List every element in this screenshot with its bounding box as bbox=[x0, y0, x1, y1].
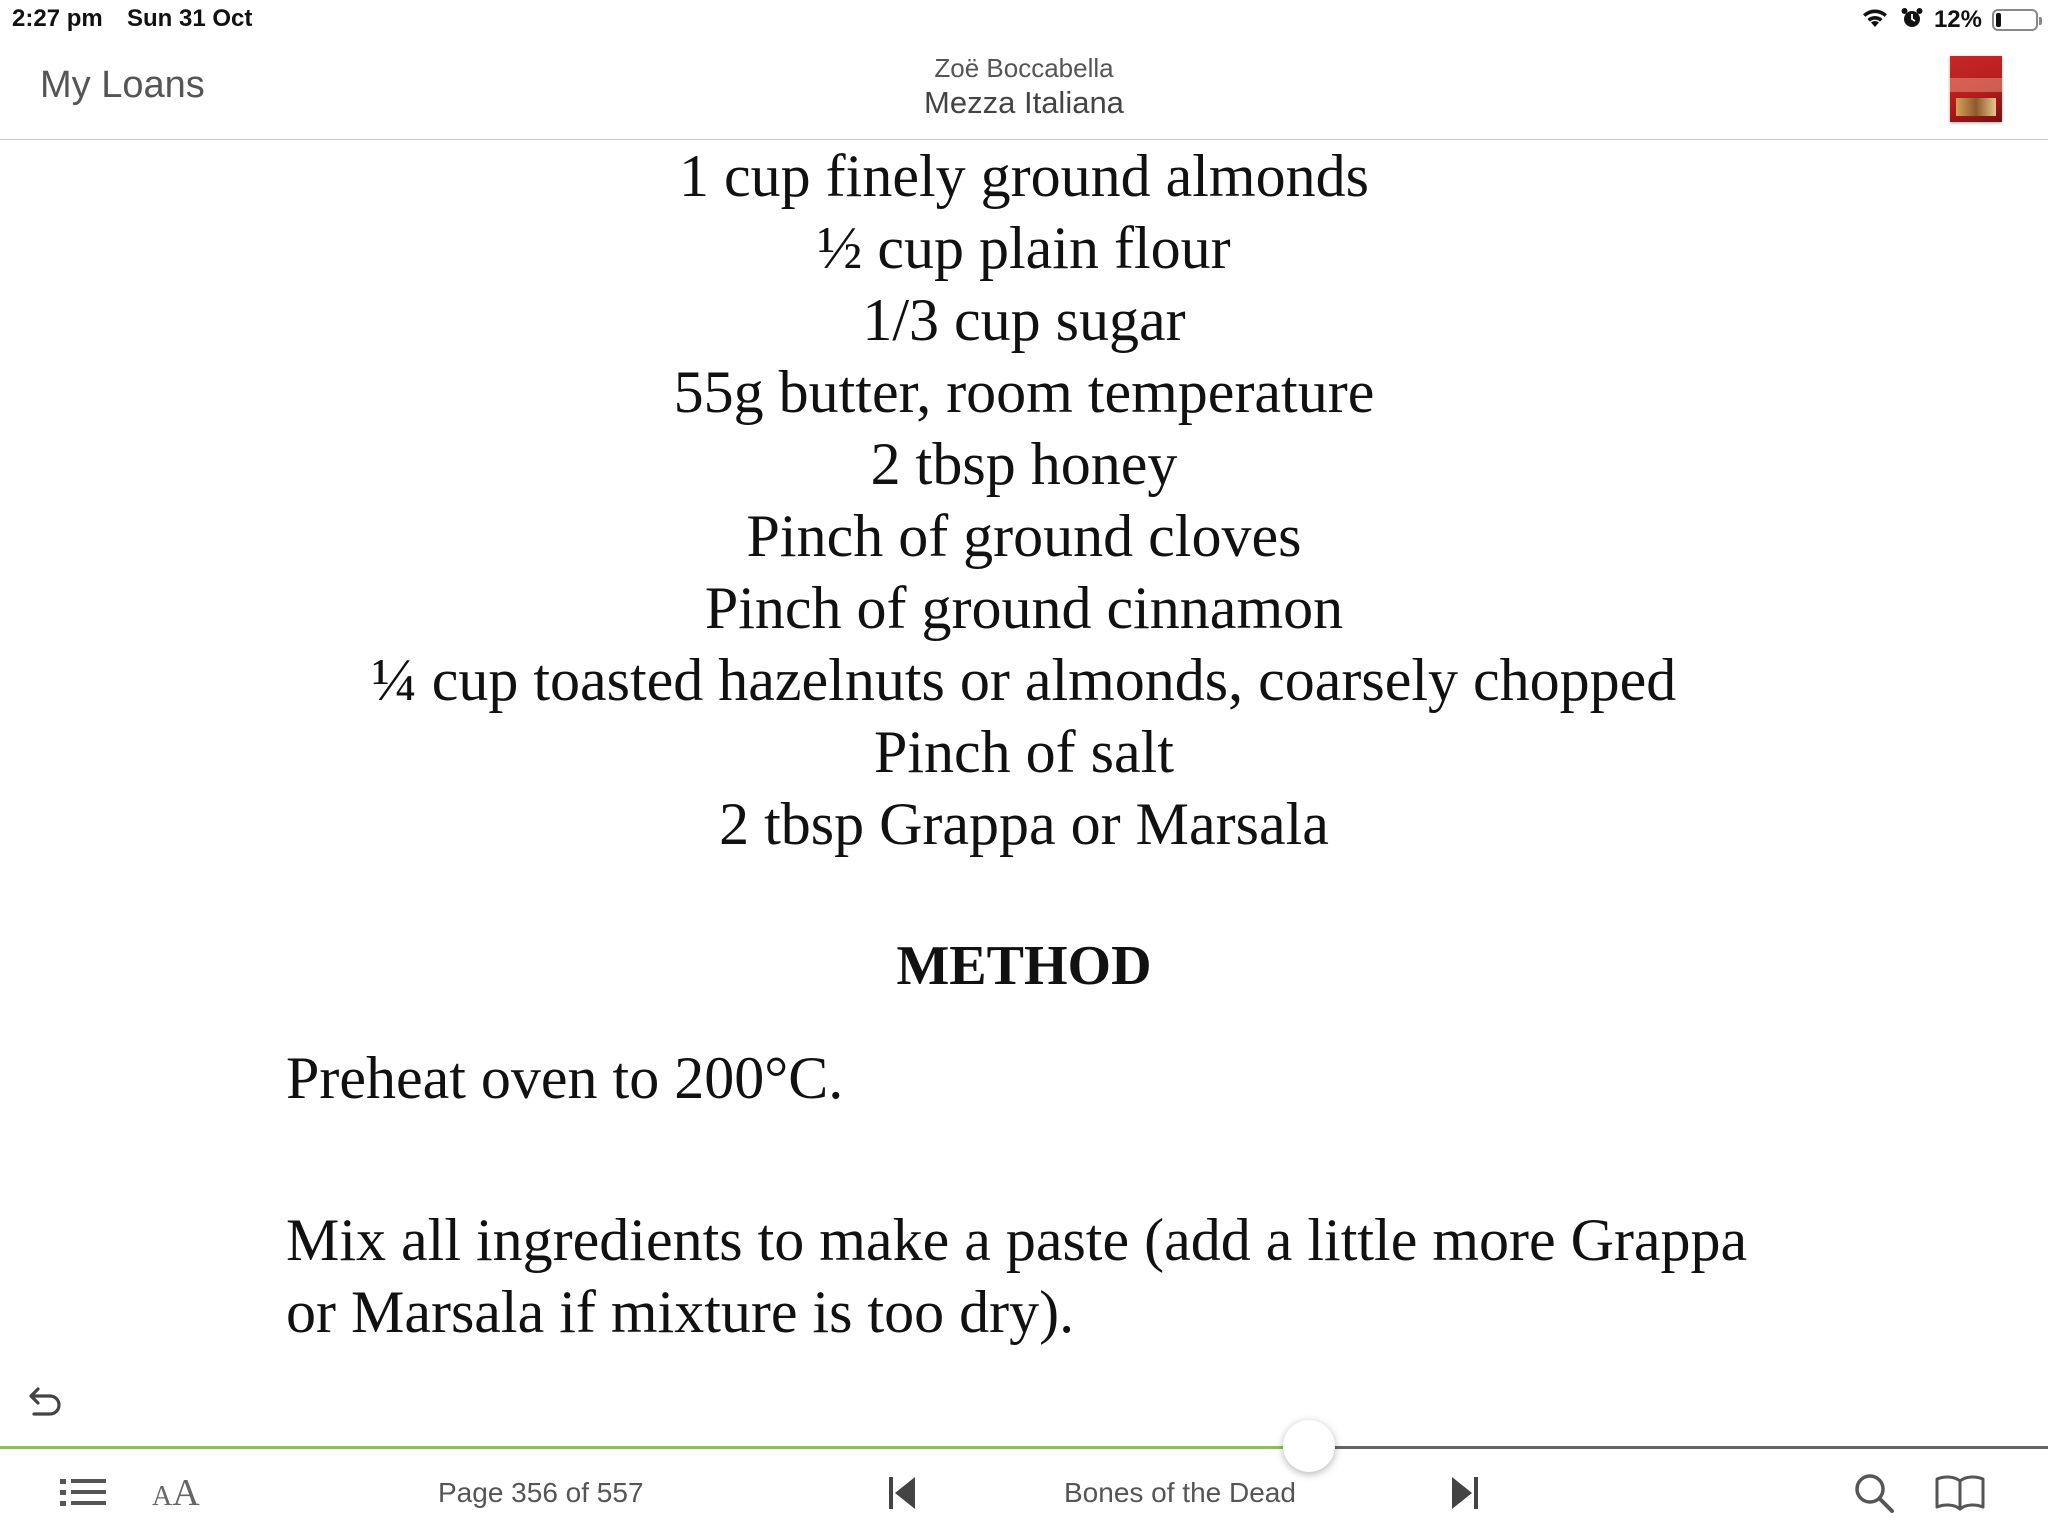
ingredient-item: Pinch of ground cinnamon bbox=[704, 575, 1344, 641]
status-date: Sun 31 Oct bbox=[127, 5, 253, 32]
ingredient-item: Pinch of salt bbox=[874, 719, 1174, 785]
book-cover-thumbnail[interactable] bbox=[1950, 56, 2002, 122]
battery-percent: 12% bbox=[1933, 6, 1982, 33]
ingredient-item: 2 tbsp honey bbox=[870, 431, 1178, 497]
wifi-icon bbox=[1860, 6, 1890, 35]
skip-forward-icon[interactable] bbox=[1448, 1473, 1482, 1513]
ingredient-item: Pinch of ground cloves bbox=[746, 503, 1302, 569]
return-arrow-icon[interactable] bbox=[22, 1382, 66, 1426]
method-step: Preheat oven to 200°C. bbox=[286, 1045, 844, 1111]
battery-level-fill bbox=[1996, 13, 2001, 27]
search-icon[interactable] bbox=[1852, 1471, 1896, 1515]
skip-back-icon[interactable] bbox=[885, 1473, 919, 1513]
method-step: Mix all ingredients to make a paste (add a little more Grappa or Marsala if mixture is too dry). bbox=[286, 1207, 1748, 1345]
status-bar bbox=[0, 0, 2048, 38]
ingredient-item: 1 cup finely ground almonds bbox=[679, 143, 1369, 209]
ingredient-item: ¼ cup toasted hazelnuts or almonds, coarsely chopped bbox=[371, 647, 1677, 713]
page-indicator: Page 356 of 557 bbox=[438, 1477, 644, 1508]
font-size-icon[interactable]: AA bbox=[152, 1472, 200, 1514]
book-author: Zoë Boccabella bbox=[934, 53, 1114, 83]
alarm-icon bbox=[1900, 6, 1924, 35]
reader-header bbox=[0, 38, 2048, 140]
chapter-title: Bones of the Dead bbox=[1064, 1477, 1296, 1508]
ingredient-item: 1/3 cup sugar bbox=[862, 287, 1186, 353]
battery-icon bbox=[1992, 9, 2038, 31]
my-loans-button[interactable]: My Loans bbox=[40, 64, 205, 106]
ingredient-item: 2 tbsp Grappa or Marsala bbox=[719, 791, 1329, 857]
status-time: 2:27 pm bbox=[12, 5, 103, 32]
list-icon[interactable] bbox=[60, 1473, 106, 1513]
book-info bbox=[0, 52, 2048, 122]
status-indicators bbox=[1860, 6, 2038, 34]
book-page bbox=[0, 140, 2048, 1380]
book-title: Mezza Italiana bbox=[924, 85, 1124, 120]
bottom-toolbar bbox=[0, 1449, 2048, 1536]
ingredient-item: 55g butter, room temperature bbox=[673, 359, 1375, 425]
ingredient-list bbox=[0, 140, 2048, 860]
ingredient-item: ½ cup plain flour bbox=[817, 215, 1231, 281]
method-heading: METHOD bbox=[896, 935, 1152, 997]
open-book-icon[interactable] bbox=[1934, 1473, 1986, 1513]
